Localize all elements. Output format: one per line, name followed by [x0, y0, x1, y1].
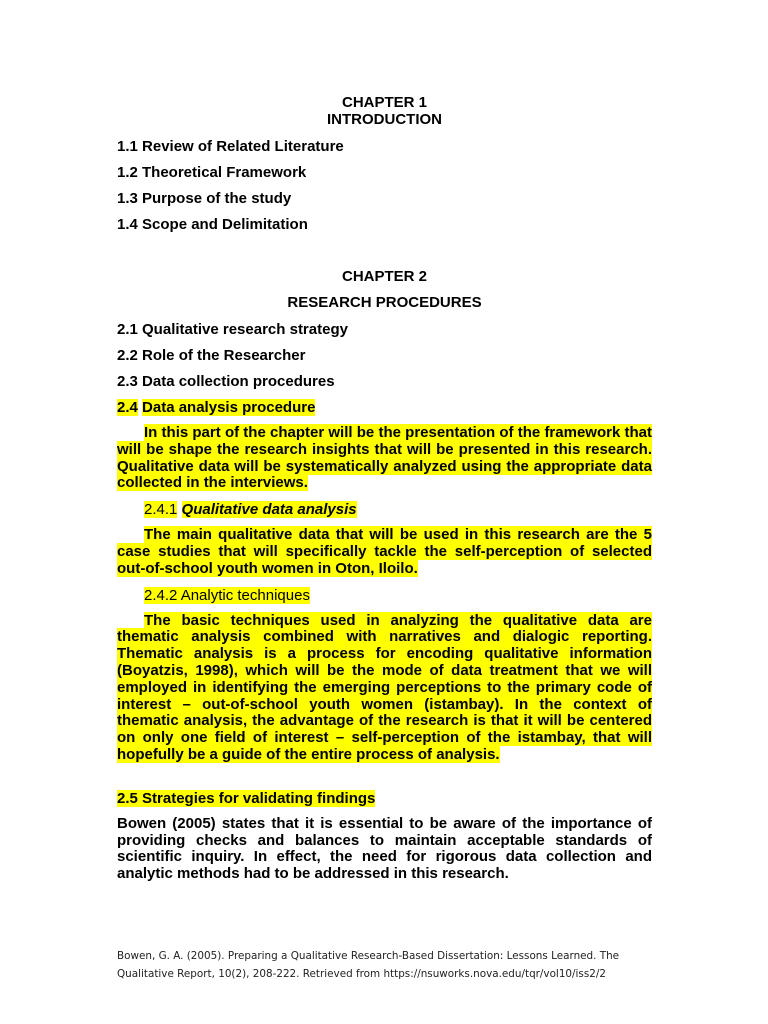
section-2-4-paragraph	[117, 425, 652, 492]
section-2-4-1-text: The main qualitative data that will be used in this research are the 5 case studies that will specifically tackle the self-perception of selected out-of-school youth women in Oton, Iloilo.	[117, 526, 652, 577]
section-2-4-2-heading	[117, 587, 652, 604]
section-2-4-number: 2.4	[117, 399, 138, 416]
chapter1-title: CHAPTER 1	[341, 94, 427, 111]
chapter2-subtitle: RESEARCH PROCEDURES	[287, 294, 482, 311]
section-1-2: 1.2 Theoretical Framework	[117, 164, 307, 181]
section-2-3: 2.3 Data collection procedures	[117, 373, 335, 390]
section-1-1: 1.1 Review of Related Literature	[117, 138, 344, 155]
document-body	[117, 94, 652, 883]
section-2-5-paragraph: Bowen (2005) states that it is essential to be aware of the importance of providing checks and balances to maintain acceptable standards of scientific inquiry. In effect, the need for rigorous data collection and analytic methods had to be addressed in this research.	[117, 814, 652, 883]
section-1-3: 1.3 Purpose of the study	[117, 190, 292, 207]
footnote-line-2: Qualitative Report, 10(2), 208-222. Retrieved from https://nsuworks.nova.edu/tqr/vol10/iss2/2	[117, 968, 606, 980]
section-2-1: 2.1 Qualitative research strategy	[117, 321, 348, 338]
section-2-4-2-title: 2.4.2 Analytic techniques	[144, 586, 310, 604]
section-2-4-1-heading	[117, 501, 652, 518]
section-2-4-2-text: The basic techniques used in analyzing the qualitative data are thematic analysis combined with narratives and dialogic reporting. Thematic analysis is a process for encoding qualitative information (Boyatzis, 1998), which will be the mode of data treatment that we will employed in identifying the emerging perceptions to the primary code of interest – out-of-school youth women (istambay). In the context of thematic analysis, the advantage of the research is that it will be centered on only one field of interest – self-perception of the istambay, that will hopefully be a guide of the entire process of analysis.	[117, 611, 652, 763]
section-2-4-2-paragraph	[117, 613, 652, 764]
section-2-4-1-number: 2.4.1	[144, 501, 178, 519]
chapter1-subtitle: INTRODUCTION	[327, 111, 442, 128]
section-2-4-text: In this part of the chapter will be the presentation of the framework that will be shape the research insights that will be presented in this research. Qualitative data will be systematically analyzed using the appropriate data collected in the interviews.	[117, 424, 652, 492]
section-2-5-heading	[117, 790, 652, 807]
section-2-4-title: Data analysis procedure	[142, 399, 316, 416]
footnote-line-1: Bowen, G. A. (2005). Preparing a Qualitative Research-Based Dissertation: Lessons Learned. The	[117, 950, 620, 962]
section-2-4-1-paragraph	[117, 527, 652, 577]
section-2-2: 2.2 Role of the Researcher	[117, 347, 306, 364]
section-2-4-1-title: Qualitative data analysis	[181, 501, 357, 519]
footnote-citation	[117, 947, 652, 983]
section-1-4: 1.4 Scope and Delimitation	[117, 216, 308, 233]
section-2-5-title: 2.5 Strategies for validating findings	[117, 789, 376, 807]
section-2-4-heading	[117, 399, 652, 416]
chapter2-title: CHAPTER 2	[341, 268, 427, 285]
